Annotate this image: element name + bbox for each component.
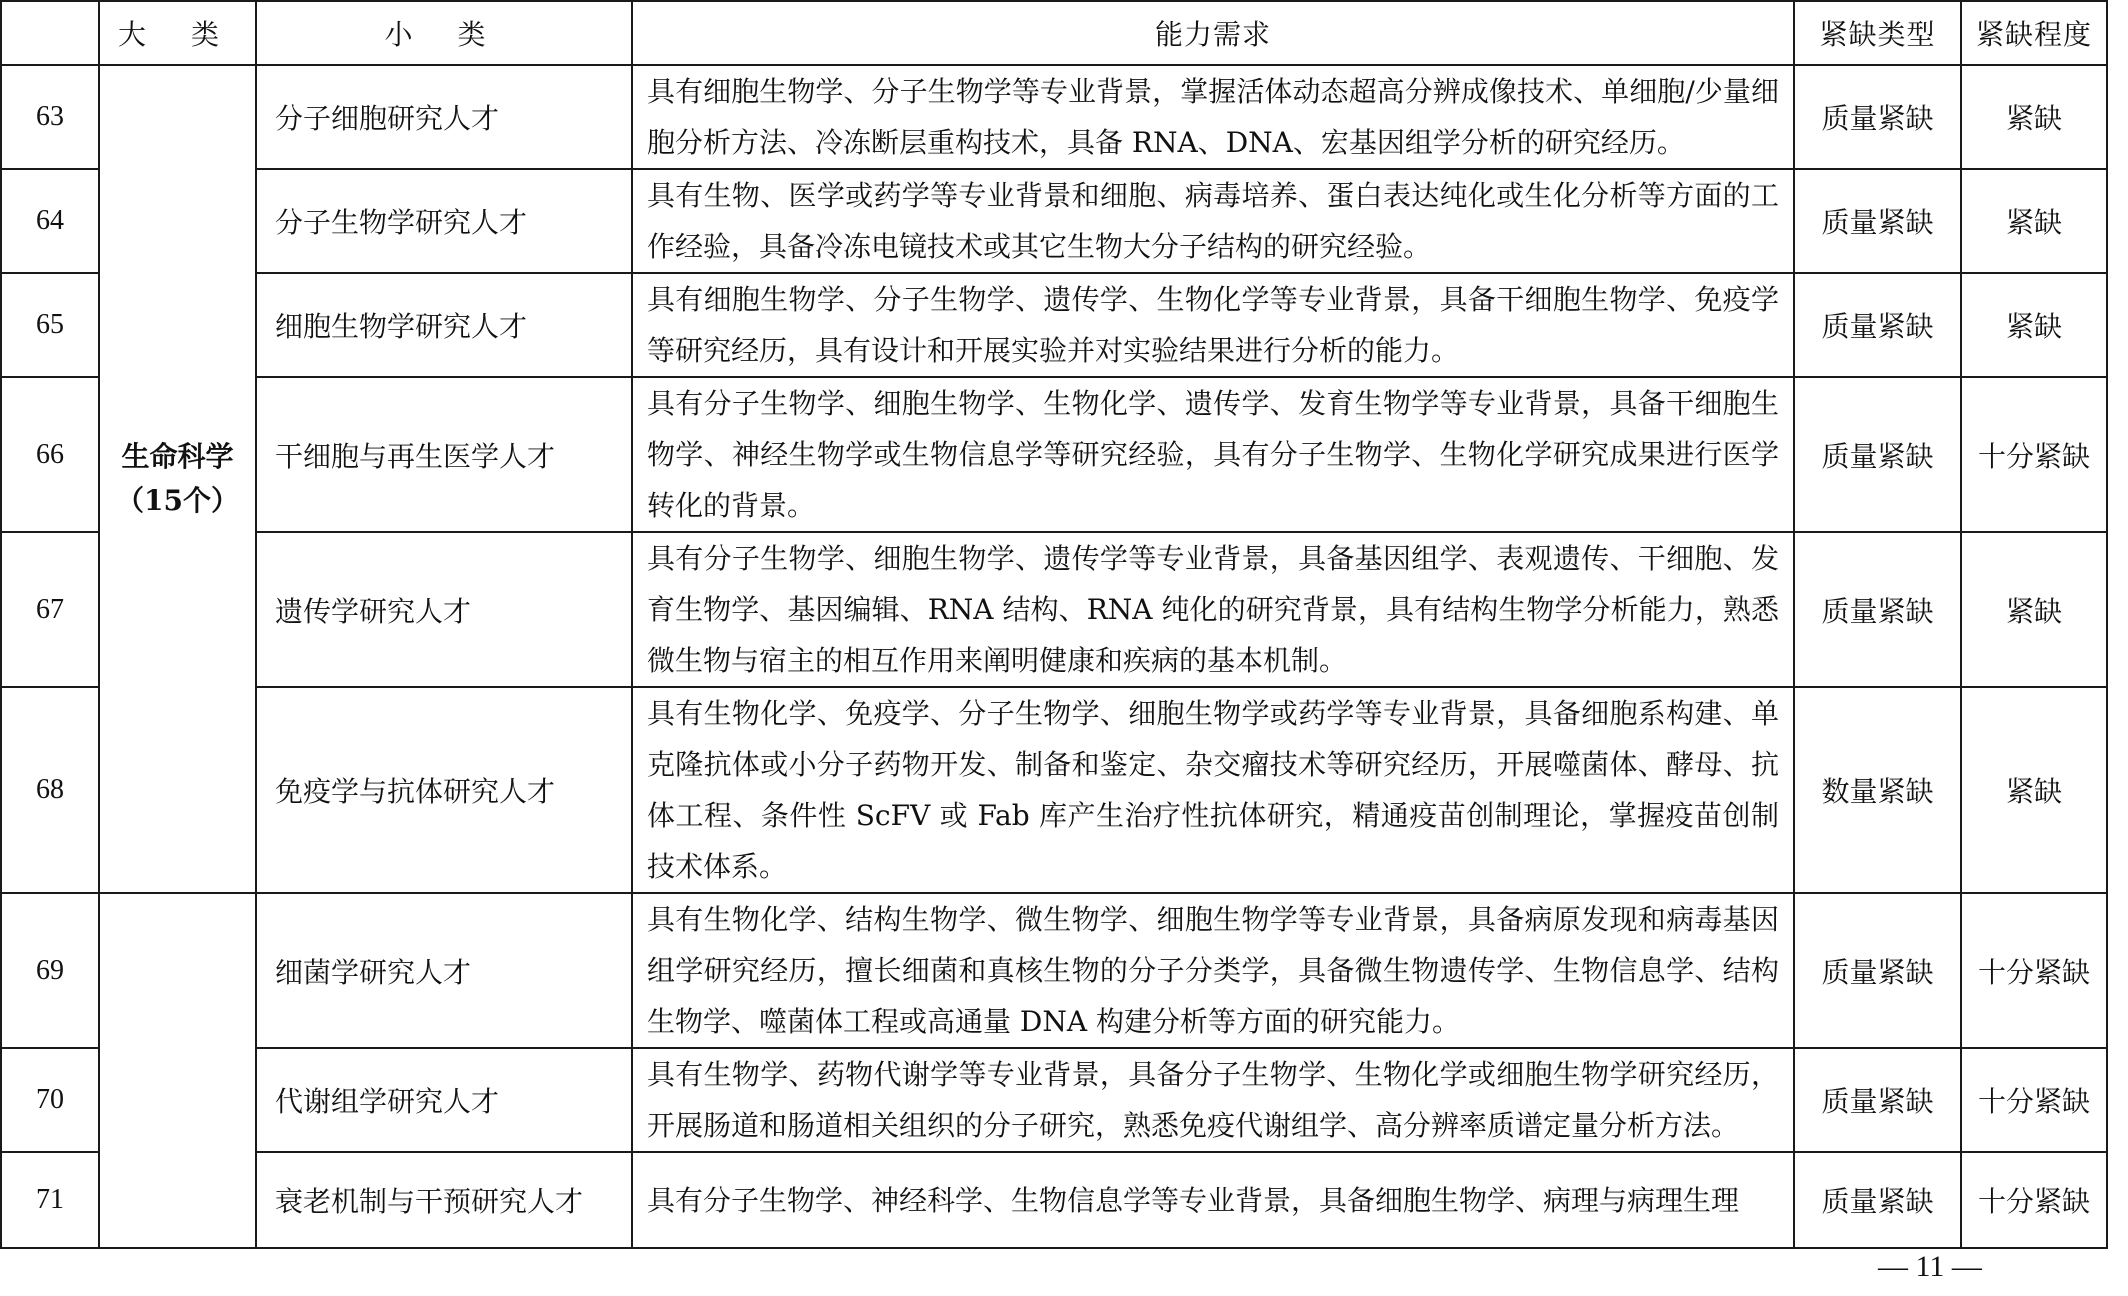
header-requirement: 能力需求 xyxy=(632,1,1794,65)
shortage-type: 质量紧缺 xyxy=(1794,65,1961,169)
shortage-level: 紧缺 xyxy=(1961,687,2107,893)
shortage-type: 质量紧缺 xyxy=(1794,1152,1961,1248)
table-row xyxy=(1,377,2107,532)
header-shortage-type: 紧缺类型 xyxy=(1794,1,1961,65)
shortage-type: 质量紧缺 xyxy=(1794,377,1961,532)
requirement-text: 具有分子生物学、细胞生物学、遗传学等专业背景，具备基因组学、表观遗传、干细胞、发育生物学、基因编辑、RNA 结构、RNA 纯化的研究背景，具有结构生物学分析能力，熟悉微生物与宿主的相互作用来阐明健康和疾病的基本机制。 xyxy=(632,532,1794,687)
page-number: — 11 — xyxy=(1878,1250,1982,1283)
shortage-level: 紧缺 xyxy=(1961,532,2107,687)
shortage-level: 紧缺 xyxy=(1961,65,2107,169)
requirement-text: 具有生物、医学或药学等专业背景和细胞、病毒培养、蛋白表达纯化或生化分析等方面的工作经验，具备冷冻电镜技术或其它生物大分子结构的研究经验。 xyxy=(632,169,1794,273)
requirement-text: 具有生物化学、免疫学、分子生物学、细胞生物学或药学等专业背景，具备细胞系构建、单克隆抗体或小分子药物开发、制备和鉴定、杂交瘤技术等研究经历，开展噬菌体、酵母、抗体工程、条件性 ScFV 或 Fab 库产生治疗性抗体研究，精通疫苗创制理论，掌握疫苗创制技术体系。 xyxy=(632,687,1794,893)
requirement-text: 具有分子生物学、细胞生物学、生物化学、遗传学、发育生物学等专业背景，具备干细胞生物学、神经生物学或生物信息学等研究经验，具有分子生物学、生物化学研究成果进行医学转化的背景。 xyxy=(632,377,1794,532)
table-row xyxy=(1,687,2107,893)
row-index: 63 xyxy=(1,65,99,169)
table-row xyxy=(1,532,2107,687)
minor-category: 干细胞与再生医学人才 xyxy=(256,377,632,532)
shortage-level: 紧缺 xyxy=(1961,169,2107,273)
row-index: 66 xyxy=(1,377,99,532)
shortage-type: 质量紧缺 xyxy=(1794,273,1961,377)
table-row xyxy=(1,1152,2107,1248)
requirement-text: 具有生物学、药物代谢学等专业背景，具备分子生物学、生物化学或细胞生物学研究经历，开展肠道和肠道相关组织的分子研究，熟悉免疫代谢组学、高分辨率质谱定量分析方法。 xyxy=(632,1048,1794,1152)
table-row xyxy=(1,1048,2107,1152)
shortage-type: 质量紧缺 xyxy=(1794,893,1961,1048)
requirement-text: 具有细胞生物学、分子生物学、遗传学、生物化学等专业背景，具备干细胞生物学、免疫学等研究经历，具有设计和开展实验并对实验结果进行分析的能力。 xyxy=(632,273,1794,377)
requirement-text: 具有分子生物学、神经科学、生物信息学等专业背景，具备细胞生物学、病理与病理生理 xyxy=(632,1152,1794,1248)
shortage-level: 十分紧缺 xyxy=(1961,893,2107,1048)
header-major-category: 大 类 xyxy=(99,1,256,65)
shortage-type: 数量紧缺 xyxy=(1794,687,1961,893)
requirement-text: 具有细胞生物学、分子生物学等专业背景，掌握活体动态超高分辨成像技术、单细胞/少量细胞分析方法、冷冻断层重构技术，具备 RNA、DNA、宏基因组学分析的研究经历。 xyxy=(632,65,1794,169)
minor-category: 细菌学研究人才 xyxy=(256,893,632,1048)
minor-category: 分子生物学研究人才 xyxy=(256,169,632,273)
row-index: 65 xyxy=(1,273,99,377)
table-row xyxy=(1,273,2107,377)
minor-category: 分子细胞研究人才 xyxy=(256,65,632,169)
row-index: 71 xyxy=(1,1152,99,1248)
major-category-count: （15个） xyxy=(116,484,239,517)
shortage-level: 紧缺 xyxy=(1961,273,2107,377)
header-minor-category: 小 类 xyxy=(256,1,632,65)
row-index: 69 xyxy=(1,893,99,1048)
minor-category: 遗传学研究人才 xyxy=(256,532,632,687)
major-category-continuation xyxy=(99,893,256,1248)
table-row xyxy=(1,65,2107,169)
row-index: 68 xyxy=(1,687,99,893)
header-index xyxy=(1,1,99,65)
row-index: 70 xyxy=(1,1048,99,1152)
major-category-name: 生命科学 xyxy=(121,440,234,473)
shortage-level: 十分紧缺 xyxy=(1961,377,2107,532)
requirement-text: 具有生物化学、结构生物学、微生物学、细胞生物学等专业背景，具备病原发现和病毒基因组学研究经历，擅长细菌和真核生物的分子分类学，具备微生物遗传学、生物信息学、结构生物学、噬菌体工程或高通量 DNA 构建分析等方面的研究能力。 xyxy=(632,893,1794,1048)
minor-category: 代谢组学研究人才 xyxy=(256,1048,632,1152)
shortage-type: 质量紧缺 xyxy=(1794,1048,1961,1152)
table-row xyxy=(1,169,2107,273)
header-row xyxy=(1,1,2107,65)
minor-category: 衰老机制与干预研究人才 xyxy=(256,1152,632,1248)
shortage-level: 十分紧缺 xyxy=(1961,1152,2107,1248)
minor-category: 免疫学与抗体研究人才 xyxy=(256,687,632,893)
table-row xyxy=(1,893,2107,1048)
header-shortage-level: 紧缺程度 xyxy=(1961,1,2107,65)
major-category-cell xyxy=(99,65,256,893)
row-index: 64 xyxy=(1,169,99,273)
shortage-type: 质量紧缺 xyxy=(1794,532,1961,687)
shortage-level: 十分紧缺 xyxy=(1961,1048,2107,1152)
shortage-type: 质量紧缺 xyxy=(1794,169,1961,273)
minor-category: 细胞生物学研究人才 xyxy=(256,273,632,377)
row-index: 67 xyxy=(1,532,99,687)
